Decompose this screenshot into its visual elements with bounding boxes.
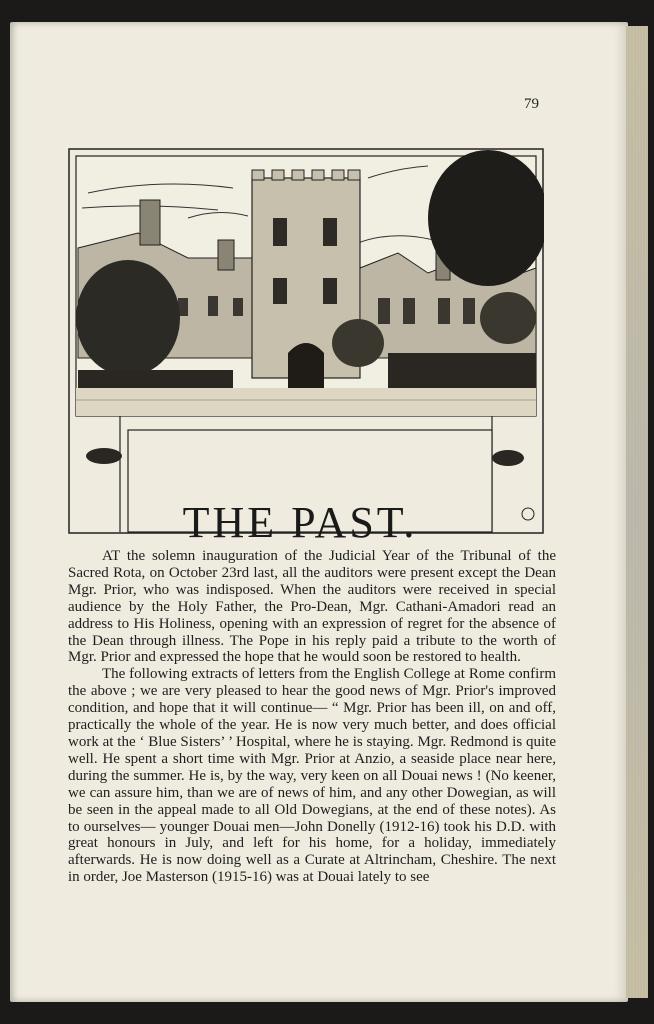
page-edges: [626, 26, 648, 998]
page-title: THE PAST.: [182, 498, 418, 548]
header-illustration: [68, 148, 544, 534]
paragraph: The following extracts of letters from the English College at Rome confirm the above ; we are very pleased to hear the good news of Mgr. Prior's improved condition, and hope that it will continue— “ Mgr. Prior has been ill, on and off, practically the whole of the year. He is now very much better, and does official work at the ‘ Blue Sisters’ ’ Hospital, where he is staying. Mgr. Redmond is quite well. He spent a short time with Mgr. Prior at Anzio, a seaside place near here, during the summer. He is, by the way, very keen on all Douai news ! (No keener, we can assure him, than we are of news of him, and any other Dowegian, as will be seen in the appeal made to all Old Dowegians, at the end of these notes). As to ourselves— younger Douai men—John Donelly (1912-16) took his D.D. with great honours in July, and left for his home, for a holiday, immediately afterwards. He is now doing well as a Curate at Altrincham, Cheshire. The next in order, Joe Masterson (1915-16) was at Douai lately to see: [68, 666, 556, 886]
article-body: [68, 548, 556, 886]
paragraph: AT the solemn inauguration of the Judicial Year of the Tribunal of the Sacred Rota, on October 23rd last, all the auditors were present except the Dean Mgr. Prior, who was indisposed. When the auditors were received in special audience by the Holy Father, the Pro-Dean, Mgr. Cathani-Amadori read an address to His Holiness, opening with an expression of regret for the absence of the Dean through illness. The Pope in his reply paid a tribute to the worth of Mgr. Prior and expressed the hope that he would soon be restored to health.: [68, 548, 556, 666]
page-number: 79: [524, 96, 539, 112]
building-illustration-icon: [68, 148, 544, 534]
